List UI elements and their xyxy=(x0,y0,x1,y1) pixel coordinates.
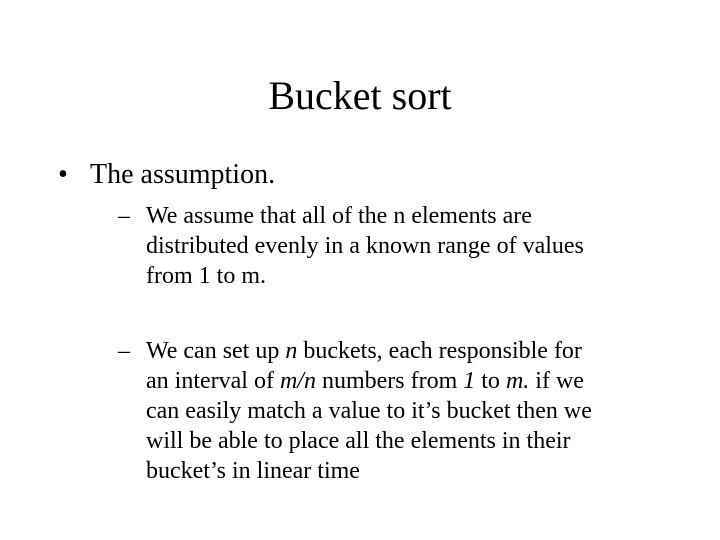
sub-item-line: We assume that all of the n elements are xyxy=(146,203,532,229)
sub-item-buckets xyxy=(118,336,698,484)
text-run: buckets, each responsible for xyxy=(297,338,582,364)
sub-item-marker: – xyxy=(118,338,130,364)
text-run: numbers from xyxy=(315,368,464,394)
sub-item-line: can easily match a value to it’s bucket then we xyxy=(146,398,592,424)
text-run: We can set up xyxy=(146,338,286,364)
text-run-italic: m. xyxy=(505,368,530,394)
sub-item-line: bucket’s in linear time xyxy=(146,458,360,484)
text-run: if we xyxy=(529,368,584,394)
text-run-italic: 1 xyxy=(463,368,476,394)
text-run: to xyxy=(475,368,506,394)
text-run: an interval of xyxy=(146,368,280,394)
slide-title: Bucket sort xyxy=(268,73,452,118)
sub-item-marker: – xyxy=(118,203,130,229)
text-run-italic: m/n xyxy=(279,368,316,394)
sub-item-line xyxy=(146,336,592,366)
sub-item-assumption xyxy=(118,201,698,289)
bullet-item xyxy=(58,158,275,192)
sub-item-line: from 1 to m. xyxy=(146,263,266,289)
sub-item-line xyxy=(146,366,592,396)
text-run-italic: n xyxy=(285,338,298,364)
sub-item-line: distributed evenly in a known range of values xyxy=(146,233,584,259)
bullet-marker: • xyxy=(58,159,68,190)
sub-item-line: will be able to place all the elements in their xyxy=(146,428,571,454)
bullet-text: The assumption. xyxy=(90,159,276,190)
